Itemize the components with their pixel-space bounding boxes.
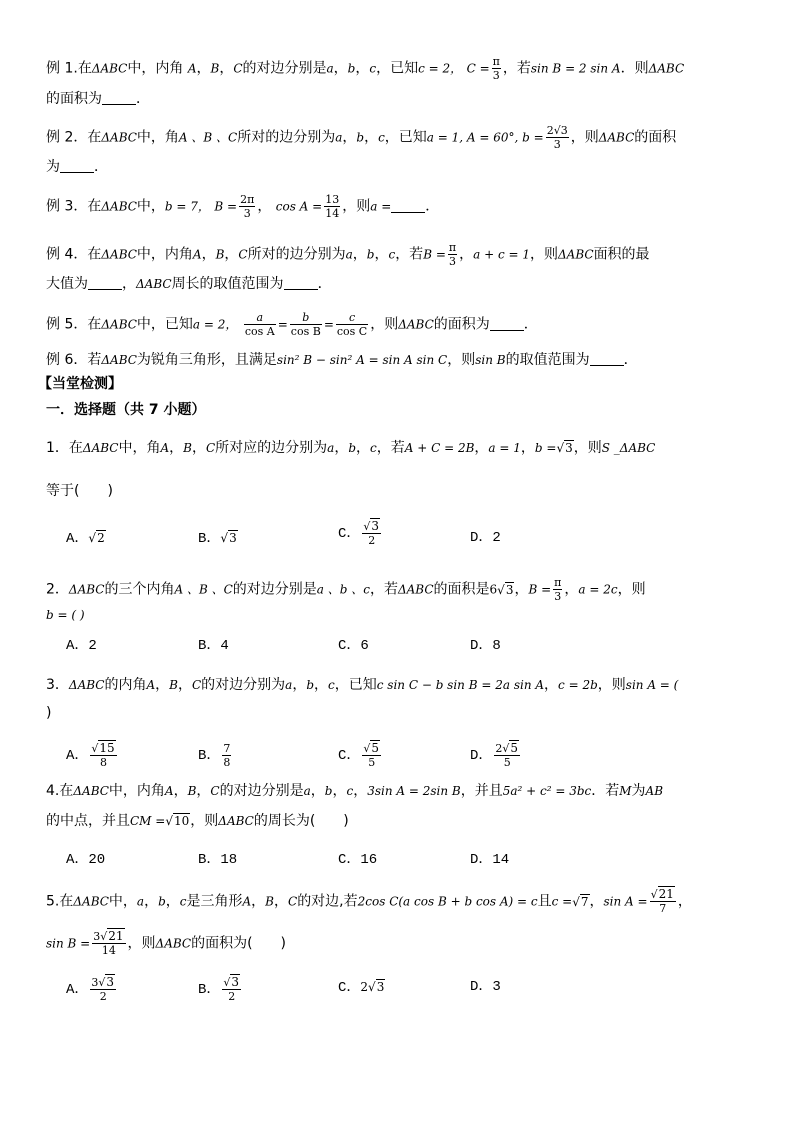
fraction-2root3-over-3: $\frac{2√3}{3}$: [546, 124, 568, 151]
answer-blank[interactable]: [102, 90, 136, 105]
question-3-line-2: ): [46, 705, 52, 721]
answer-blank[interactable]: [60, 158, 94, 173]
fraction-pi-over-3: $\frac{\pi}{3}$: [448, 241, 457, 268]
answer-blank[interactable]: [391, 198, 425, 213]
example-2-line-1: 例 2．在ΔABC中，角A 、B 、C所对的边分别为a，b，c，已知a = 1, A = 60°, b = $\frac{2√3}{3}$ ，则ΔABC的面积: [46, 124, 677, 151]
q3-option-a[interactable]: A． $\frac{√15}{8}$: [66, 741, 115, 769]
q3-option-d[interactable]: D． $\frac{2√5}{5}$: [470, 741, 519, 769]
q4-option-c[interactable]: C．16: [338, 852, 378, 868]
answer-blank[interactable]: [284, 275, 318, 290]
q1-option-b[interactable]: B．√3: [198, 531, 237, 547]
q2-option-c[interactable]: C．6: [338, 638, 369, 654]
answer-blank[interactable]: [490, 316, 524, 331]
sqrt-3: √3: [556, 441, 573, 455]
q5-option-c[interactable]: C．2√3: [338, 980, 385, 996]
example-2-line-2: 为 ．: [46, 159, 108, 175]
q1-option-c[interactable]: C． $\frac{√3}{2}$: [338, 519, 380, 547]
q2-option-b[interactable]: B．4: [198, 638, 229, 654]
q5-option-a[interactable]: A． $\frac{3√3}{2}$: [66, 975, 115, 1003]
q1-option-a[interactable]: A．√2: [66, 531, 105, 547]
q3-option-c[interactable]: C． $\frac{√5}{5}$: [338, 741, 380, 769]
example-5-line: 例 5．在ΔABC中，已知a = 2， $\frac{a}{\text{cos A}}$ = $\frac{b}{\text{cos B}}$ = $\frac{c}{\text{cos C}}$ ，则ΔABC的面积为 ．: [46, 311, 538, 338]
fraction-2pi-over-3: $\frac{2\pi}{3}$: [240, 193, 255, 220]
example-1-line-2: 的面积为 ．: [46, 91, 150, 107]
question-4-line-1: 4.在ΔABC中，内角A，B，C的对边分别是a，b，c，3sin A = 2sin B，并且5a² + c² = 3bc．若M为AB: [46, 783, 664, 799]
q5-option-b[interactable]: B． $\frac{√3}{2}$: [198, 975, 240, 1003]
q4-option-d[interactable]: D．14: [470, 852, 510, 868]
fraction-b-over-cosB: $\frac{b}{\text{cos B}}$: [290, 311, 321, 338]
sqrt-3: √3: [497, 582, 514, 597]
question-3-line-1: 3．ΔABC的内角A，B，C的对边分别为a，b，c，已知c sin C − b sin B = 2a sin A，c = 2b，则sin A = (: [46, 677, 679, 693]
answer-blank[interactable]: [88, 275, 122, 290]
q1-option-d[interactable]: D．2: [470, 530, 501, 546]
q2-option-d[interactable]: D．8: [470, 638, 501, 654]
question-1-line-2: 等于( ): [46, 483, 113, 499]
section-subtitle: 一．选择题（共 7 小题）: [46, 402, 206, 418]
example-1-line-1: 例 1.在ΔABC中，内角 A，B，C的对边分别是a，b，c，已知c = 2， C = $\frac{\pi}{3}$ ，若sin B = 2 sin A．则ΔABC: [46, 55, 685, 82]
example-label: 例 1.: [46, 60, 78, 77]
fraction-c-over-cosC: $\frac{c}{\text{cos C}}$: [336, 311, 368, 338]
fraction-a-over-cosA: $\frac{a}{\text{cos A}}$: [244, 311, 275, 338]
q4-option-a[interactable]: A．20: [66, 852, 106, 868]
example-4-line-1: 例 4．在ΔABC中，内角A，B，C所对的边分别为a，b，c，若B = $\frac{\pi}{3}$ ，a + c = 1，则ΔABC面积的最: [46, 241, 650, 268]
question-4-line-2: 的中点，并且CM =√10，则ΔABC的周长为( ): [46, 813, 349, 829]
example-3-line: 例 3．在ΔABC中，b = 7， B = $\frac{2\pi}{3}$ ， cos A = $\frac{13}{14}$ ，则a = ．: [46, 193, 440, 220]
q5-option-d[interactable]: D．3: [470, 979, 501, 995]
question-2-line-1: 2．ΔABC的三个内角A 、B 、C的对边分别是a 、b 、c，若ΔABC的面积是6√3，B = $\frac{\pi}{3}$ ，a = 2c，则: [46, 576, 646, 603]
example-6-line: 例 6．若ΔABC为锐角三角形，且满足sin² B − sin² A = sin A sin C，则sin B的取值范围为 ．: [46, 352, 638, 368]
question-1-line-1: 1．在ΔABC中，角A，B，C所对应的边分别为a，b，c，若A + C = 2B，a = 1，b =√3，则S _ΔABC: [46, 440, 656, 456]
question-2-line-2: b = ( ): [46, 608, 85, 622]
question-5-line-1: 5.在ΔABC中，a，b，c是三角形A，B，C的对边,若2cos C(a cos B + b cos A) = c且c =√7，sin A = $\frac{√21}{7}$ ，: [46, 887, 692, 915]
answer-blank[interactable]: [590, 351, 624, 366]
section-title: 【当堂检测】: [38, 376, 122, 392]
fraction-pi-over-3: $\frac{\pi}{3}$: [492, 55, 500, 82]
example-4-line-2: 大值为 ，ΔABC周长的取值范围为 ．: [46, 276, 332, 292]
q4-option-b[interactable]: B．18: [198, 852, 238, 868]
fraction-pi-over-3: $\frac{\pi}{3}$: [554, 576, 562, 603]
fraction-root21-over-7: $\frac{√21}{7}$: [650, 887, 674, 915]
q2-option-a[interactable]: A．2: [66, 638, 97, 654]
fraction-3root21-over-14: $\frac{3√21}{14}$: [93, 929, 124, 957]
sqrt-10: √10: [165, 814, 190, 828]
fraction-13-over-14: $\frac{13}{14}$: [325, 193, 340, 220]
sqrt-7: √7: [572, 894, 589, 909]
q3-option-b[interactable]: B． $\frac{7}{8}$: [198, 742, 231, 769]
question-5-line-2: sin B = $\frac{3√21}{14}$ ，则ΔABC的面积为( ): [46, 929, 287, 957]
